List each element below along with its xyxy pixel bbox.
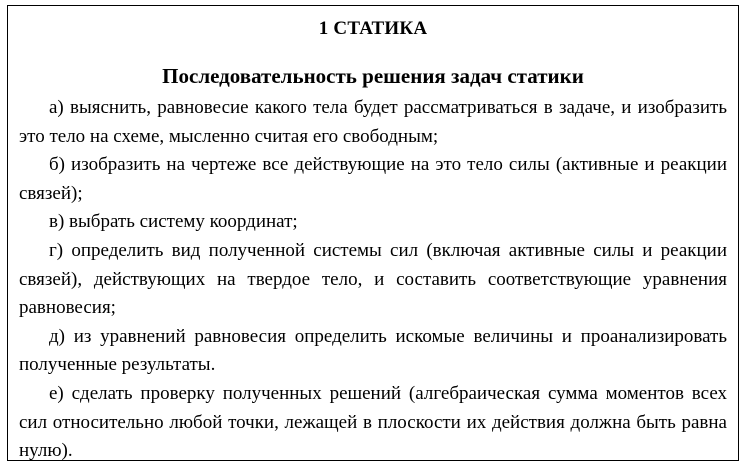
step-f-paragraph: е) сделать проверку полученных решений (алгебраическая сумма моментов всех сил относительно любой точки, лежащей в плоскости их действия должна быть равна нулю).	[19, 382, 727, 462]
step-a-paragraph: а) выяснить, равновесие какого тела будет рассматриваться в задаче, и изобразить это тело на схеме, мысленно считая его свободным;	[19, 97, 727, 147]
step-b-paragraph: б) изобразить на чертеже все действующие на это тело силы (активные и реакции связей);	[19, 154, 727, 204]
document-body	[19, 94, 727, 466]
step-d-paragraph: г) определить вид полученной системы сил (включая активные силы и реакции связей), действующих на твердое тело, и составить соответствующие уравнения равновесия;	[19, 239, 727, 319]
section-title: 1 СТАТИКА	[318, 18, 428, 39]
step-e-paragraph: д) из уравнений равновесия определить искомые величины и проанализировать полученные результаты.	[19, 325, 727, 376]
document-frame	[7, 5, 739, 461]
document-subtitle: Последовательность решения задач статики	[162, 64, 584, 88]
step-c-paragraph: в) выбрать систему координат;	[49, 211, 298, 233]
